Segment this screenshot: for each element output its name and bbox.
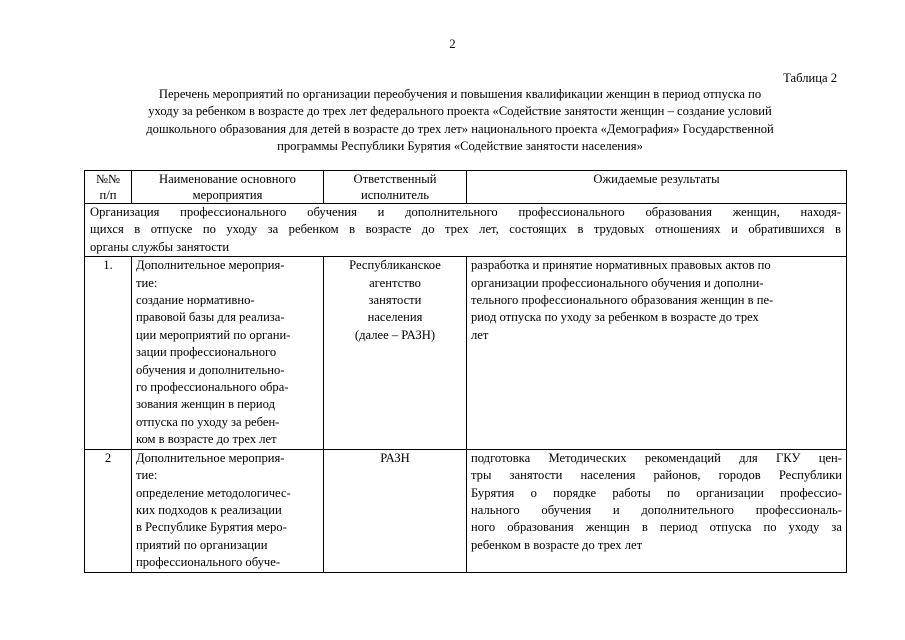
header-num [85,171,132,204]
cell-line: Дополнительное мероприя- [136,450,285,465]
cell-line: Дополнительное мероприя- [136,258,285,273]
cell-line: правовой базы для реализа- [136,310,285,325]
row-number: 1. [85,257,132,449]
cell-line: риод отпуска по уходу за ребенком в возрасте до трех [471,310,759,325]
table-row [85,257,847,449]
cell-line: подготовка Методических рекомендаций для ГКУ цен- [471,450,842,465]
cell-line: создание нормативно- [136,293,255,308]
cell-line: ком в возрасте до трех лет [136,432,277,447]
measures-table [84,170,847,573]
header-executor [324,171,467,204]
header-name-line: мероприятия [192,188,263,202]
header-num-line: №№ [95,172,121,186]
cell-line: приятий по организации [136,537,268,552]
title-line: программы Республики Бурятия «Содействие занятости населения» [277,139,643,154]
row-executor [324,449,467,572]
header-num-line: п/п [99,188,117,202]
row-results [467,257,847,449]
row-measure-name [132,257,324,449]
header-results-line: Ожидаемые результаты [593,172,720,186]
cell-line: тельного профессионального образования женщин в пе- [471,293,774,308]
cell-line: организации профессионального обучения и дополни- [471,275,764,290]
cell-line: профессионального обуче- [136,555,281,570]
cell-line: го профессионального обра- [136,380,289,395]
row-results [467,449,847,572]
cell-line: тие: [136,275,158,290]
cell-line: в Республике Бурятия меро- [136,520,287,535]
cell-line: зования женщин в период [136,397,275,412]
cell-line: ребенком в возрасте до трех лет [471,537,643,552]
header-results [467,171,847,204]
cell-line: лет [471,327,489,342]
section-line: Организация профессионального обучения и дополнительного профессионального образования женщин, находя- [90,205,841,219]
document-title [80,86,840,156]
cell-line: тры занятости населения районов, городов Республики [471,468,842,483]
row-executor [324,257,467,449]
title-line: уходу за ребенком в возрасте до трех лет федерального проекта «Содействие занятости женщин – создание условий [148,104,772,119]
cell-line: агентство [369,275,421,290]
cell-line: определение методологичес- [136,485,291,500]
cell-line: (далее – РАЗН) [354,327,436,342]
cell-line: ких подходов к реализации [136,502,282,517]
title-line: Перечень мероприятий по организации переобучения и повышения квалификации женщин в период отпуска по [158,87,762,101]
cell-line: занятости [368,293,422,308]
cell-line: тие: [136,468,158,483]
cell-line: Бурятия о порядке работы по организации профессио- [471,485,842,500]
table-section-row [85,204,847,257]
cell-line: зации профессионального [136,345,277,360]
cell-line: отпуска по уходу за ребен- [136,414,280,429]
cell-line: нального обучения и дополнительного профессиональ- [471,502,842,517]
title-line: дошкольного образования для детей в возрасте до трех лет» национального проекта «Демография» Государственной [146,121,774,136]
row-measure-name [132,449,324,572]
cell-line: населения [367,310,423,325]
cell-line: обучения и дополнительно- [136,362,285,377]
header-executor-line: исполнитель [360,188,430,202]
section-line: щихся в отпуске по уходу за ребенком в возрасте до трех лет, состоящих в трудовых отношениях и обратившихся в [90,222,841,237]
cell-line: Республиканское [349,258,441,273]
page-number: 2 [449,37,456,51]
section-line: органы службы занятости [90,239,230,254]
cell-line: ного образования женщин в период отпуска по уходу за [471,520,842,535]
table-row [85,449,847,572]
table-caption: Таблица 2 [783,71,837,85]
cell-line: РАЗН [380,450,410,465]
header-name-line: Наименование основного [159,172,296,186]
row-number: 2 [85,449,132,572]
header-name [132,171,324,204]
cell-line: разработка и принятие нормативных правовых актов по [471,258,771,273]
section-heading [85,204,847,257]
table-header-row [85,171,847,204]
cell-line: ции мероприятий по органи- [136,327,291,342]
header-executor-line: Ответственный [353,172,437,186]
